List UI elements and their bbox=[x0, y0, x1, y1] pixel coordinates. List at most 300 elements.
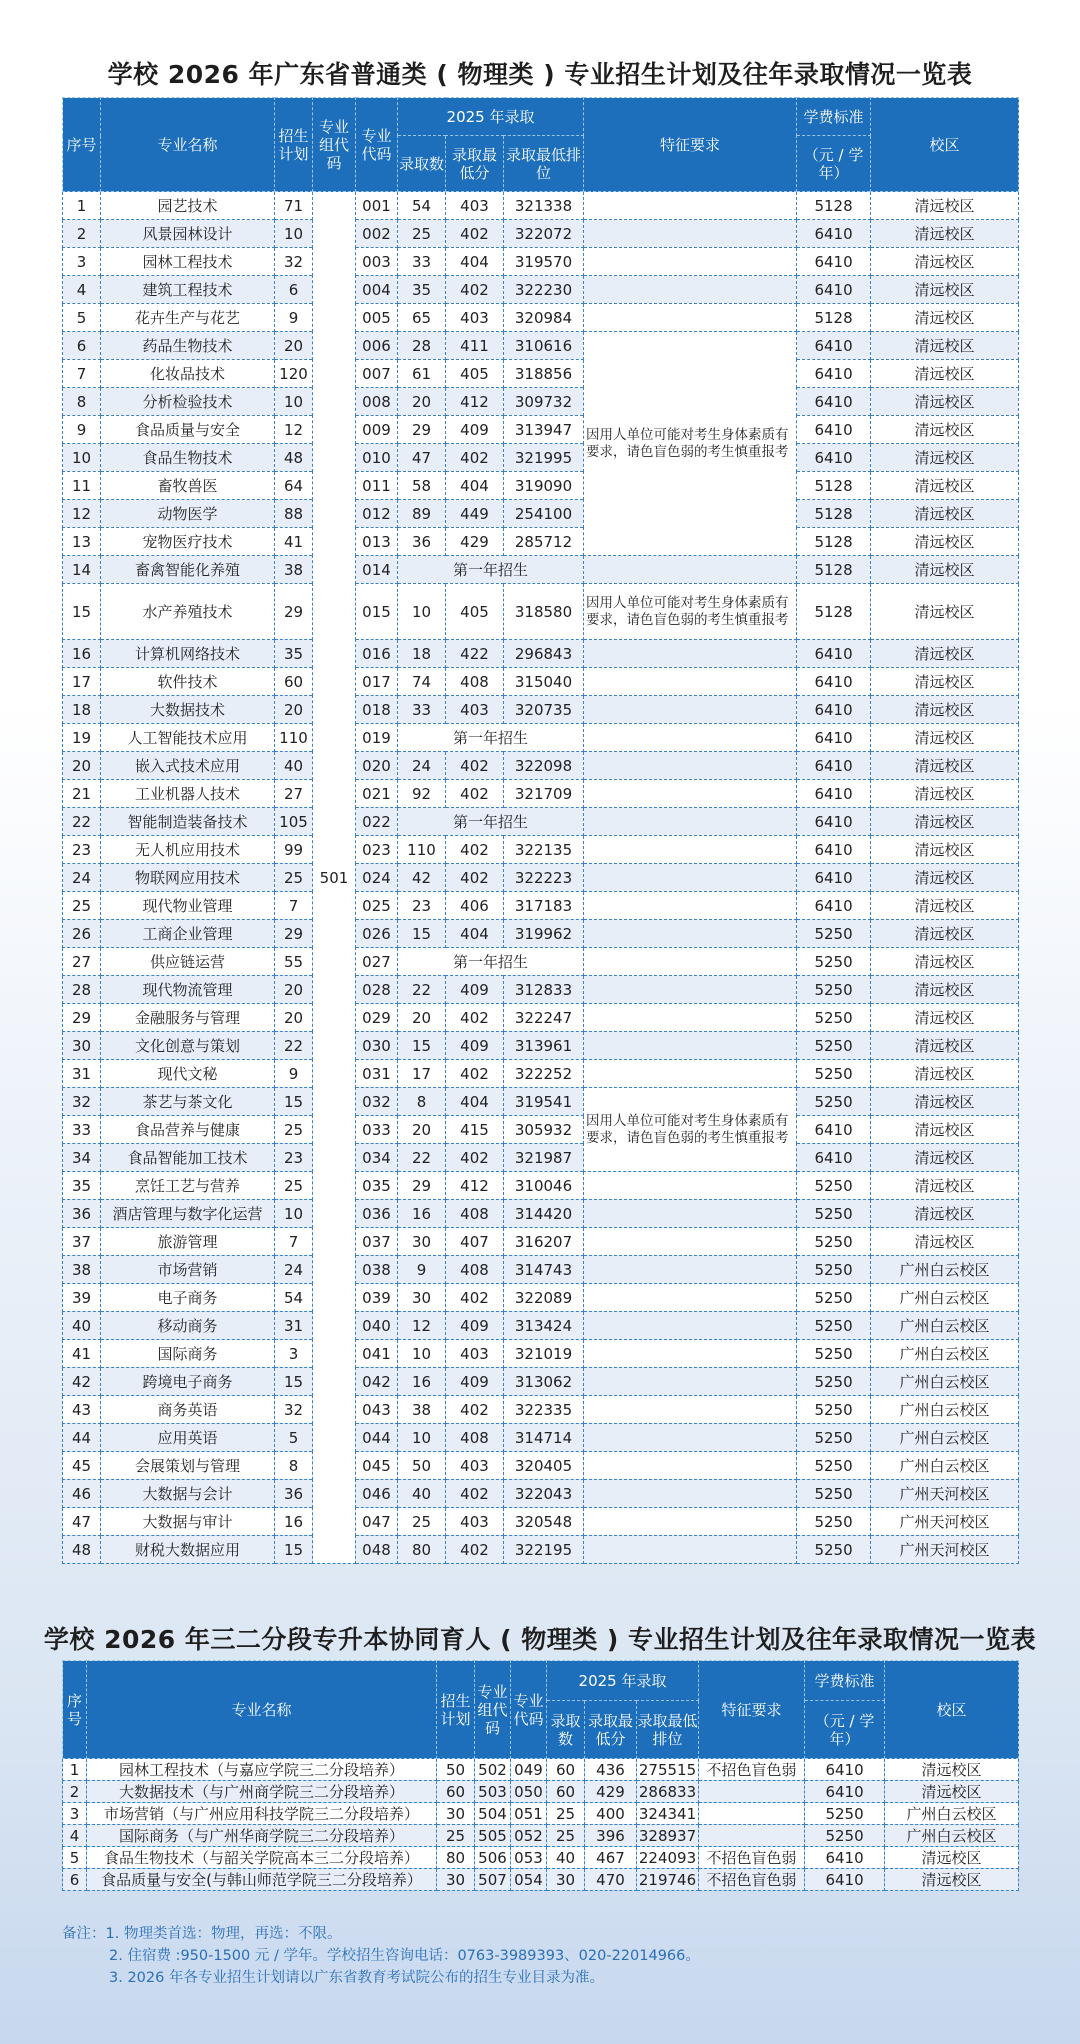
cell-requirement bbox=[584, 808, 797, 836]
cell-major: 软件技术 bbox=[101, 668, 275, 696]
cell-code: 003 bbox=[356, 248, 398, 276]
cell-campus: 广州白云校区 bbox=[871, 1424, 1019, 1452]
cell-fee: 6410 bbox=[797, 1116, 871, 1144]
cell-code: 026 bbox=[356, 920, 398, 948]
t2-header-major: 专业名称 bbox=[87, 1661, 437, 1759]
cell-campus: 广州天河校区 bbox=[871, 1480, 1019, 1508]
cell-admitted: 54 bbox=[398, 192, 446, 220]
cell-major: 金融服务与管理 bbox=[101, 1004, 275, 1032]
table-row bbox=[63, 1256, 1019, 1284]
table-row bbox=[63, 1368, 1019, 1396]
cell-campus: 清远校区 bbox=[871, 724, 1019, 752]
footnote-3: 3. 2026 年各专业招生计划请以广东省教育考试院公布的招生专业目录为准。 bbox=[109, 1970, 604, 1986]
table-row bbox=[63, 780, 1019, 808]
cell-group-code: 505 bbox=[475, 1825, 511, 1847]
cell-fee: 5250 bbox=[797, 1060, 871, 1088]
cell-fee: 6410 bbox=[797, 388, 871, 416]
cell-seq: 42 bbox=[63, 1368, 101, 1396]
cell-seq: 6 bbox=[63, 1869, 87, 1891]
cell-major: 市场营销（与广州应用科技学院三二分段培养） bbox=[87, 1803, 437, 1825]
cell-seq: 43 bbox=[63, 1396, 101, 1424]
table-row bbox=[63, 332, 1019, 360]
cell-group-code: 506 bbox=[475, 1847, 511, 1869]
cell-campus: 清远校区 bbox=[871, 472, 1019, 500]
cell-seq: 7 bbox=[63, 360, 101, 388]
cell-campus: 清远校区 bbox=[871, 976, 1019, 1004]
table-row bbox=[63, 808, 1019, 836]
cell-admitted: 17 bbox=[398, 1060, 446, 1088]
cell-campus: 清远校区 bbox=[871, 220, 1019, 248]
cell-campus: 广州白云校区 bbox=[871, 1312, 1019, 1340]
cell-code: 014 bbox=[356, 556, 398, 584]
cell-admitted: 9 bbox=[398, 1256, 446, 1284]
cell-seq: 6 bbox=[63, 332, 101, 360]
cell-major: 食品营养与健康 bbox=[101, 1116, 275, 1144]
cell-minrank: 310616 bbox=[504, 332, 584, 360]
header-minscore: 录取最低分 bbox=[446, 136, 504, 192]
cell-major: 食品质量与安全 bbox=[101, 416, 275, 444]
header-year2025: 2025 年录取 bbox=[398, 98, 584, 136]
cell-campus: 清远校区 bbox=[871, 892, 1019, 920]
cell-campus: 清远校区 bbox=[871, 1032, 1019, 1060]
cell-campus: 清远校区 bbox=[871, 1228, 1019, 1256]
cell-campus: 广州天河校区 bbox=[871, 1536, 1019, 1564]
cell-seq: 14 bbox=[63, 556, 101, 584]
cell-plan: 22 bbox=[275, 1032, 313, 1060]
cell-fee: 5128 bbox=[797, 472, 871, 500]
cell-admitted: 60 bbox=[547, 1759, 585, 1781]
cell-plan: 20 bbox=[275, 1004, 313, 1032]
table-row bbox=[63, 640, 1019, 668]
cell-minscore: 467 bbox=[585, 1847, 637, 1869]
cell-fee: 6410 bbox=[805, 1847, 885, 1869]
t2-header-admitted: 录取数 bbox=[547, 1701, 585, 1759]
cell-code: 036 bbox=[356, 1200, 398, 1228]
t2-header-campus: 校区 bbox=[885, 1661, 1019, 1759]
cell-minrank: 321995 bbox=[504, 444, 584, 472]
cell-requirement bbox=[584, 1200, 797, 1228]
cell-major: 工商企业管理 bbox=[101, 920, 275, 948]
table-row bbox=[63, 528, 1019, 556]
cell-code: 020 bbox=[356, 752, 398, 780]
cell-major: 跨境电子商务 bbox=[101, 1368, 275, 1396]
cell-fee: 5250 bbox=[797, 1452, 871, 1480]
cell-requirement bbox=[584, 1424, 797, 1452]
cell-admitted: 80 bbox=[398, 1536, 446, 1564]
cell-seq: 11 bbox=[63, 472, 101, 500]
cell-major: 会展策划与管理 bbox=[101, 1452, 275, 1480]
cell-minrank: 320405 bbox=[504, 1452, 584, 1480]
cell-fee: 5128 bbox=[797, 528, 871, 556]
cell-plan: 32 bbox=[275, 248, 313, 276]
cell-seq: 5 bbox=[63, 1847, 87, 1869]
table-row bbox=[63, 1424, 1019, 1452]
cell-admitted: 8 bbox=[398, 1088, 446, 1116]
cell-fee: 6410 bbox=[797, 416, 871, 444]
cell-minscore: 405 bbox=[446, 584, 504, 640]
table-row bbox=[63, 1759, 1019, 1781]
cell-code: 050 bbox=[511, 1781, 547, 1803]
header-code: 专业代码 bbox=[356, 98, 398, 192]
cell-requirement bbox=[584, 192, 797, 220]
table-row bbox=[63, 472, 1019, 500]
table-row bbox=[63, 1060, 1019, 1088]
cell-major: 财税大数据应用 bbox=[101, 1536, 275, 1564]
cell-minscore: 402 bbox=[446, 836, 504, 864]
cell-minrank: 313424 bbox=[504, 1312, 584, 1340]
cell-minrank: 317183 bbox=[504, 892, 584, 920]
table-row bbox=[63, 1228, 1019, 1256]
cell-plan: 10 bbox=[275, 220, 313, 248]
cell-code: 005 bbox=[356, 304, 398, 332]
cell-group-code: 501 bbox=[313, 192, 356, 1564]
cell-minrank: 328937 bbox=[637, 1825, 699, 1847]
cell-campus: 清远校区 bbox=[871, 584, 1019, 640]
cell-minrank: 320984 bbox=[504, 304, 584, 332]
cell-requirement bbox=[584, 976, 797, 1004]
cell-fee: 5250 bbox=[797, 1340, 871, 1368]
cell-requirement bbox=[584, 752, 797, 780]
cell-fee: 6410 bbox=[797, 444, 871, 472]
cell-fee: 5250 bbox=[797, 920, 871, 948]
cell-major: 宠物医疗技术 bbox=[101, 528, 275, 556]
cell-code: 024 bbox=[356, 864, 398, 892]
cell-requirement bbox=[584, 1480, 797, 1508]
cell-plan: 23 bbox=[275, 1144, 313, 1172]
cell-campus: 清远校区 bbox=[871, 192, 1019, 220]
cell-admitted: 47 bbox=[398, 444, 446, 472]
cell-fee: 5250 bbox=[797, 976, 871, 1004]
cell-minrank: 314743 bbox=[504, 1256, 584, 1284]
cell-admitted: 25 bbox=[398, 220, 446, 248]
cell-minscore: 404 bbox=[446, 1088, 504, 1116]
cell-minrank: 321987 bbox=[504, 1144, 584, 1172]
cell-minrank: 322247 bbox=[504, 1004, 584, 1032]
cell-minscore: 408 bbox=[446, 1424, 504, 1452]
cell-requirement bbox=[584, 1508, 797, 1536]
cell-plan: 60 bbox=[275, 668, 313, 696]
cell-plan: 24 bbox=[275, 1256, 313, 1284]
cell-minscore: 436 bbox=[585, 1759, 637, 1781]
cell-fee: 6410 bbox=[797, 668, 871, 696]
cell-major: 国际商务 bbox=[101, 1340, 275, 1368]
cell-fee: 6410 bbox=[797, 696, 871, 724]
cell-admitted: 12 bbox=[398, 1312, 446, 1340]
cell-code: 016 bbox=[356, 640, 398, 668]
cell-requirement bbox=[584, 1172, 797, 1200]
cell-plan: 120 bbox=[275, 360, 313, 388]
table-row bbox=[63, 1869, 1019, 1891]
cell-seq: 22 bbox=[63, 808, 101, 836]
cell-minrank: 322135 bbox=[504, 836, 584, 864]
cell-code: 027 bbox=[356, 948, 398, 976]
cell-plan: 16 bbox=[275, 1508, 313, 1536]
cell-campus: 广州白云校区 bbox=[871, 1396, 1019, 1424]
cell-admitted: 40 bbox=[398, 1480, 446, 1508]
cell-fee: 6410 bbox=[797, 892, 871, 920]
cell-seq: 40 bbox=[63, 1312, 101, 1340]
cell-fee: 5250 bbox=[797, 948, 871, 976]
table-row bbox=[63, 192, 1019, 220]
cell-plan: 7 bbox=[275, 892, 313, 920]
cell-seq: 37 bbox=[63, 1228, 101, 1256]
cell-fee: 5250 bbox=[797, 1284, 871, 1312]
cell-fee: 5250 bbox=[797, 1088, 871, 1116]
cell-campus: 清远校区 bbox=[871, 444, 1019, 472]
cell-admitted: 20 bbox=[398, 1116, 446, 1144]
cell-code: 028 bbox=[356, 976, 398, 1004]
cell-admitted: 25 bbox=[547, 1803, 585, 1825]
cell-code: 018 bbox=[356, 696, 398, 724]
header-group: 专业组代码 bbox=[313, 98, 356, 192]
cell-major: 大数据技术 bbox=[101, 696, 275, 724]
cell-admitted: 38 bbox=[398, 1396, 446, 1424]
cell-campus: 清远校区 bbox=[871, 276, 1019, 304]
cell-plan: 25 bbox=[275, 1172, 313, 1200]
cell-minrank: 319962 bbox=[504, 920, 584, 948]
cell-seq: 10 bbox=[63, 444, 101, 472]
table-row bbox=[63, 1200, 1019, 1228]
cell-minscore: 407 bbox=[446, 1228, 504, 1256]
cell-major: 旅游管理 bbox=[101, 1228, 275, 1256]
cell-major: 畜禽智能化养殖 bbox=[101, 556, 275, 584]
table-row bbox=[63, 752, 1019, 780]
cell-major: 园林工程技术（与嘉应学院三二分段培养） bbox=[87, 1759, 437, 1781]
cell-admitted: 23 bbox=[398, 892, 446, 920]
cell-admitted: 10 bbox=[398, 584, 446, 640]
cell-code: 030 bbox=[356, 1032, 398, 1060]
cell-requirement: 因用人单位可能对考生身体素质有要求，请色盲色弱的考生慎重报考 bbox=[584, 332, 797, 556]
cell-seq: 25 bbox=[63, 892, 101, 920]
cell-minscore: 411 bbox=[446, 332, 504, 360]
cell-group-code: 502 bbox=[475, 1759, 511, 1781]
cell-major: 园林工程技术 bbox=[101, 248, 275, 276]
t2-header-group: 专业组代码 bbox=[475, 1661, 511, 1759]
cell-fee: 6410 bbox=[797, 640, 871, 668]
cell-requirement bbox=[699, 1825, 805, 1847]
cell-code: 033 bbox=[356, 1116, 398, 1144]
cell-plan: 25 bbox=[275, 864, 313, 892]
cell-minscore: 422 bbox=[446, 640, 504, 668]
cell-seq: 16 bbox=[63, 640, 101, 668]
cell-seq: 46 bbox=[63, 1480, 101, 1508]
cell-seq: 44 bbox=[63, 1424, 101, 1452]
cell-fee: 5250 bbox=[797, 1536, 871, 1564]
cell-code: 031 bbox=[356, 1060, 398, 1088]
cell-minscore: 409 bbox=[446, 1032, 504, 1060]
t2-header-code: 专业代码 bbox=[511, 1661, 547, 1759]
cell-minscore: 402 bbox=[446, 1480, 504, 1508]
cell-plan: 41 bbox=[275, 528, 313, 556]
cell-major: 商务英语 bbox=[101, 1396, 275, 1424]
cell-requirement: 因用人单位可能对考生身体素质有要求，请色盲色弱的考生慎重报考 bbox=[584, 584, 797, 640]
cell-first-year: 第一年招生 bbox=[398, 556, 584, 584]
cell-minrank: 320548 bbox=[504, 1508, 584, 1536]
cell-campus: 清远校区 bbox=[871, 808, 1019, 836]
cell-minscore: 400 bbox=[585, 1803, 637, 1825]
cell-admitted: 30 bbox=[398, 1228, 446, 1256]
cell-requirement bbox=[584, 1284, 797, 1312]
cell-code: 044 bbox=[356, 1424, 398, 1452]
cell-minrank: 322252 bbox=[504, 1060, 584, 1088]
cell-code: 051 bbox=[511, 1803, 547, 1825]
cell-requirement bbox=[584, 248, 797, 276]
cell-campus: 清远校区 bbox=[871, 500, 1019, 528]
cell-minrank: 310046 bbox=[504, 1172, 584, 1200]
cell-admitted: 16 bbox=[398, 1368, 446, 1396]
cell-minrank: 322230 bbox=[504, 276, 584, 304]
cell-campus: 清远校区 bbox=[871, 864, 1019, 892]
cell-code: 043 bbox=[356, 1396, 398, 1424]
cell-minrank: 322335 bbox=[504, 1396, 584, 1424]
table-row bbox=[63, 1508, 1019, 1536]
cell-minscore: 396 bbox=[585, 1825, 637, 1847]
cell-minscore: 403 bbox=[446, 1452, 504, 1480]
cell-plan: 105 bbox=[275, 808, 313, 836]
cell-code: 015 bbox=[356, 584, 398, 640]
table-row bbox=[63, 1480, 1019, 1508]
cell-minscore: 403 bbox=[446, 1508, 504, 1536]
cell-admitted: 29 bbox=[398, 1172, 446, 1200]
cell-plan: 20 bbox=[275, 976, 313, 1004]
admission-table-general bbox=[62, 97, 1019, 1564]
cell-campus: 清远校区 bbox=[871, 668, 1019, 696]
cell-admitted: 10 bbox=[398, 1424, 446, 1452]
cell-major: 移动商务 bbox=[101, 1312, 275, 1340]
cell-minscore: 412 bbox=[446, 1172, 504, 1200]
cell-major: 茶艺与茶文化 bbox=[101, 1088, 275, 1116]
cell-seq: 23 bbox=[63, 836, 101, 864]
footnote-label: 备注： bbox=[62, 1926, 106, 1942]
cell-fee: 6410 bbox=[805, 1869, 885, 1891]
cell-minrank: 324341 bbox=[637, 1803, 699, 1825]
cell-code: 022 bbox=[356, 808, 398, 836]
cell-code: 013 bbox=[356, 528, 398, 556]
cell-major: 化妆品技术 bbox=[101, 360, 275, 388]
cell-seq: 9 bbox=[63, 416, 101, 444]
cell-admitted: 10 bbox=[398, 1340, 446, 1368]
cell-minrank: 305932 bbox=[504, 1116, 584, 1144]
cell-seq: 21 bbox=[63, 780, 101, 808]
cell-requirement bbox=[584, 276, 797, 304]
table1-body bbox=[63, 192, 1019, 1564]
cell-plan: 30 bbox=[437, 1803, 475, 1825]
table-row bbox=[63, 276, 1019, 304]
cell-fee: 5250 bbox=[797, 1172, 871, 1200]
cell-requirement bbox=[584, 1340, 797, 1368]
table1-title: 学校 2026 年广东省普通类 ( 物理类 ) 专业招生计划及往年录取情况一览表 bbox=[107, 60, 973, 89]
header-admitted: 录取数 bbox=[398, 136, 446, 192]
cell-admitted: 33 bbox=[398, 248, 446, 276]
cell-code: 045 bbox=[356, 1452, 398, 1480]
table-row bbox=[63, 920, 1019, 948]
cell-fee: 5250 bbox=[805, 1803, 885, 1825]
cell-campus: 广州白云校区 bbox=[871, 1284, 1019, 1312]
cell-major: 嵌入式技术应用 bbox=[101, 752, 275, 780]
cell-code: 023 bbox=[356, 836, 398, 864]
cell-fee: 5250 bbox=[797, 1256, 871, 1284]
cell-minrank: 316207 bbox=[504, 1228, 584, 1256]
cell-requirement: 因用人单位可能对考生身体素质有要求，请色盲色弱的考生慎重报考 bbox=[584, 1088, 797, 1172]
cell-fee: 6410 bbox=[797, 752, 871, 780]
table-row bbox=[63, 1396, 1019, 1424]
cell-fee: 5128 bbox=[797, 556, 871, 584]
cell-major: 畜牧兽医 bbox=[101, 472, 275, 500]
cell-plan: 88 bbox=[275, 500, 313, 528]
header-campus: 校区 bbox=[871, 98, 1019, 192]
cell-requirement bbox=[584, 668, 797, 696]
cell-requirement bbox=[699, 1803, 805, 1825]
cell-seq: 47 bbox=[63, 1508, 101, 1536]
cell-fee: 5250 bbox=[797, 1200, 871, 1228]
cell-admitted: 36 bbox=[398, 528, 446, 556]
cell-plan: 27 bbox=[275, 780, 313, 808]
cell-admitted: 40 bbox=[547, 1847, 585, 1869]
cell-major: 电子商务 bbox=[101, 1284, 275, 1312]
cell-plan: 20 bbox=[275, 332, 313, 360]
cell-campus: 清远校区 bbox=[871, 948, 1019, 976]
cell-requirement bbox=[584, 1536, 797, 1564]
cell-minrank: 320735 bbox=[504, 696, 584, 724]
cell-major: 水产养殖技术 bbox=[101, 584, 275, 640]
cell-campus: 清远校区 bbox=[871, 836, 1019, 864]
cell-requirement bbox=[584, 1228, 797, 1256]
cell-minrank: 321338 bbox=[504, 192, 584, 220]
cell-admitted: 22 bbox=[398, 1144, 446, 1172]
cell-minscore: 403 bbox=[446, 304, 504, 332]
cell-minscore: 415 bbox=[446, 1116, 504, 1144]
cell-code: 007 bbox=[356, 360, 398, 388]
cell-fee: 5250 bbox=[805, 1825, 885, 1847]
cell-admitted: 29 bbox=[398, 416, 446, 444]
cell-fee: 6410 bbox=[797, 808, 871, 836]
cell-fee: 6410 bbox=[797, 1144, 871, 1172]
table2-body bbox=[63, 1759, 1019, 1891]
cell-code: 021 bbox=[356, 780, 398, 808]
cell-campus: 广州白云校区 bbox=[871, 1256, 1019, 1284]
table-row bbox=[63, 1340, 1019, 1368]
cell-minrank: 322043 bbox=[504, 1480, 584, 1508]
cell-minscore: 470 bbox=[585, 1869, 637, 1891]
cell-major: 食品生物技术（与韶关学院高本三二分段培养） bbox=[87, 1847, 437, 1869]
cell-code: 010 bbox=[356, 444, 398, 472]
cell-seq: 36 bbox=[63, 1200, 101, 1228]
cell-code: 042 bbox=[356, 1368, 398, 1396]
t2-header-plan: 招生计划 bbox=[437, 1661, 475, 1759]
footnote-1: 备注：1. 物理类首选：物理，再选：不限。 bbox=[62, 1926, 342, 1942]
cell-admitted: 22 bbox=[398, 976, 446, 1004]
table-row bbox=[63, 248, 1019, 276]
cell-minrank: 322089 bbox=[504, 1284, 584, 1312]
cell-admitted: 61 bbox=[398, 360, 446, 388]
cell-plan: 35 bbox=[275, 640, 313, 668]
table-row bbox=[63, 1536, 1019, 1564]
cell-major: 花卉生产与花艺 bbox=[101, 304, 275, 332]
t2-header-fee-unit: （元 / 学年） bbox=[805, 1701, 885, 1759]
table-row bbox=[63, 1847, 1019, 1869]
cell-code: 008 bbox=[356, 388, 398, 416]
cell-code: 047 bbox=[356, 1508, 398, 1536]
cell-major: 现代文秘 bbox=[101, 1060, 275, 1088]
cell-seq: 1 bbox=[63, 192, 101, 220]
cell-campus: 广州白云校区 bbox=[871, 1452, 1019, 1480]
cell-major: 市场营销 bbox=[101, 1256, 275, 1284]
cell-requirement bbox=[584, 1312, 797, 1340]
cell-seq: 30 bbox=[63, 1032, 101, 1060]
cell-code: 002 bbox=[356, 220, 398, 248]
cell-campus: 清远校区 bbox=[885, 1869, 1019, 1891]
footnote-2: 2. 住宿费 :950-1500 元 / 学年。学校招生咨询电话：0763-3989393、020-22014966。 bbox=[109, 1948, 700, 1964]
